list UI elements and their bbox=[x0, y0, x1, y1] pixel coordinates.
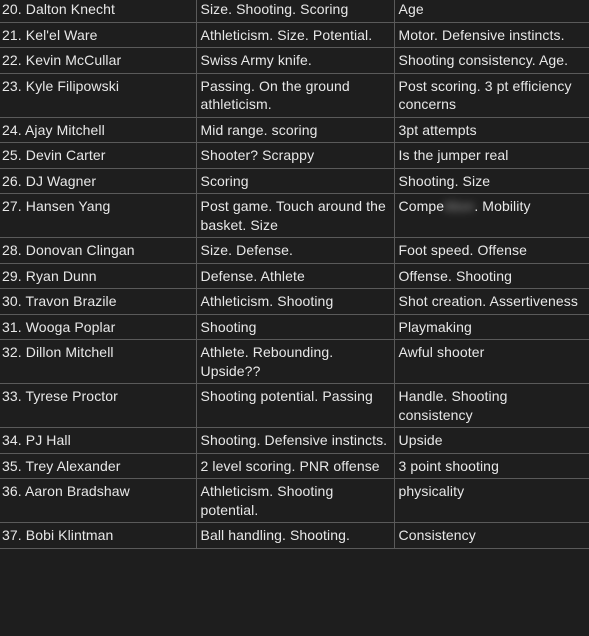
strengths-cell: Passing. On the ground athleticism. bbox=[196, 73, 394, 117]
weaknesses-cell: Age bbox=[394, 0, 589, 22]
table-row bbox=[0, 48, 589, 74]
weaknesses-cell: Awful shooter bbox=[394, 340, 589, 384]
player-cell: 23. Kyle Filipowski bbox=[0, 73, 196, 117]
table-row bbox=[0, 428, 589, 454]
blurred-text: tition bbox=[444, 198, 475, 214]
player-cell: 31. Wooga Poplar bbox=[0, 314, 196, 340]
player-cell: 29. Ryan Dunn bbox=[0, 263, 196, 289]
player-cell: 34. PJ Hall bbox=[0, 428, 196, 454]
player-cell: 27. Hansen Yang bbox=[0, 194, 196, 238]
player-cell: 21. Kel'el Ware bbox=[0, 22, 196, 48]
weakness-text-start: Compe bbox=[398, 198, 445, 214]
table-row bbox=[0, 314, 589, 340]
weaknesses-cell: Post scoring. 3 pt efficiency concerns bbox=[394, 73, 589, 117]
table-row bbox=[0, 22, 589, 48]
weaknesses-cell: Handle. Shooting consistency bbox=[394, 384, 589, 428]
player-cell: 30. Travon Brazile bbox=[0, 289, 196, 315]
strengths-cell: Size. Shooting. Scoring bbox=[196, 0, 394, 22]
strengths-cell: Mid range. scoring bbox=[196, 117, 394, 143]
table-row bbox=[0, 194, 589, 238]
player-cell: 32. Dillon Mitchell bbox=[0, 340, 196, 384]
strengths-cell: Athleticism. Shooting potential. bbox=[196, 479, 394, 523]
table-row bbox=[0, 479, 589, 523]
strengths-cell: Size. Defense. bbox=[196, 238, 394, 264]
weaknesses-cell: Shot creation. Assertiveness bbox=[394, 289, 589, 315]
table-row bbox=[0, 340, 589, 384]
table-row bbox=[0, 289, 589, 315]
strengths-cell: Defense. Athlete bbox=[196, 263, 394, 289]
strengths-cell: Scoring bbox=[196, 168, 394, 194]
strengths-cell: Shooting bbox=[196, 314, 394, 340]
player-cell: 37. Bobi Klintman bbox=[0, 523, 196, 549]
player-cell: 24. Ajay Mitchell bbox=[0, 117, 196, 143]
weaknesses-cell: Shooting. Size bbox=[394, 168, 589, 194]
player-cell: 25. Devin Carter bbox=[0, 143, 196, 169]
player-cell: 33. Tyrese Proctor bbox=[0, 384, 196, 428]
strengths-cell: Ball handling. Shooting. bbox=[196, 523, 394, 549]
weaknesses-cell: Upside bbox=[394, 428, 589, 454]
table-row bbox=[0, 73, 589, 117]
player-cell: 36. Aaron Bradshaw bbox=[0, 479, 196, 523]
table-row bbox=[0, 523, 589, 549]
strengths-cell: Athleticism. Size. Potential. bbox=[196, 22, 394, 48]
weaknesses-cell: physicality bbox=[394, 479, 589, 523]
weaknesses-cell: Consistency bbox=[394, 523, 589, 549]
player-cell: 28. Donovan Clingan bbox=[0, 238, 196, 264]
table-row bbox=[0, 0, 589, 22]
player-cell: 35. Trey Alexander bbox=[0, 453, 196, 479]
strengths-cell: Athleticism. Shooting bbox=[196, 289, 394, 315]
table-row bbox=[0, 384, 589, 428]
table-row bbox=[0, 143, 589, 169]
player-cell: 26. DJ Wagner bbox=[0, 168, 196, 194]
strengths-cell: 2 level scoring. PNR offense bbox=[196, 453, 394, 479]
table-row bbox=[0, 117, 589, 143]
table-row bbox=[0, 238, 589, 264]
strengths-cell: Shooter? Scrappy bbox=[196, 143, 394, 169]
table-row bbox=[0, 263, 589, 289]
weaknesses-cell: Foot speed. Offense bbox=[394, 238, 589, 264]
strengths-cell: Swiss Army knife. bbox=[196, 48, 394, 74]
weaknesses-cell: 3pt attempts bbox=[394, 117, 589, 143]
strengths-cell: Shooting potential. Passing bbox=[196, 384, 394, 428]
weaknesses-cell: Offense. Shooting bbox=[394, 263, 589, 289]
weakness-text-end: . Mobility bbox=[474, 198, 531, 214]
table-row bbox=[0, 453, 589, 479]
weaknesses-cell: 3 point shooting bbox=[394, 453, 589, 479]
strengths-cell: Post game. Touch around the basket. Size bbox=[196, 194, 394, 238]
weaknesses-cell: Playmaking bbox=[394, 314, 589, 340]
player-cell: 20. Dalton Knecht bbox=[0, 0, 196, 22]
weaknesses-cell: Motor. Defensive instincts. bbox=[394, 22, 589, 48]
player-cell: 22. Kevin McCullar bbox=[0, 48, 196, 74]
table-row bbox=[0, 168, 589, 194]
weaknesses-cell: Shooting consistency. Age. bbox=[394, 48, 589, 74]
strengths-cell: Athlete. Rebounding. Upside?? bbox=[196, 340, 394, 384]
weaknesses-cell bbox=[394, 194, 589, 238]
strengths-cell: Shooting. Defensive instincts. bbox=[196, 428, 394, 454]
weaknesses-cell: Is the jumper real bbox=[394, 143, 589, 169]
